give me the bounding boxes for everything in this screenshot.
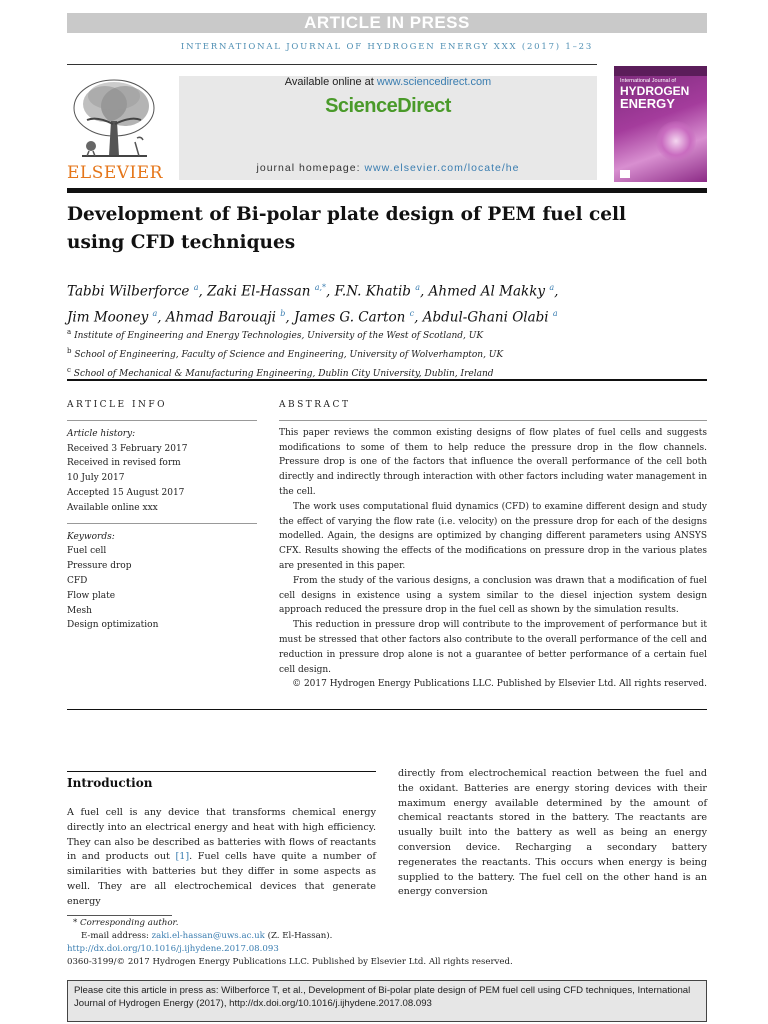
keyword-item: Flow plate bbox=[67, 590, 116, 601]
affiliation-mark: a bbox=[67, 328, 72, 336]
body-column-left bbox=[67, 806, 376, 910]
introduction-heading: Introduction bbox=[67, 776, 153, 790]
citation-box: Please cite this article in press as: Wilberforce T, et al., Development of Bi-polar plate design of PEM fuel cell using CFD techniques, International Journal of Hydrogen Energy (2017), http://dx.doi.org/10.1016/j.ijhydene.2017.08.093 bbox=[67, 980, 707, 1022]
affiliation-mark: b bbox=[67, 347, 72, 355]
corresponding-author-note: * Corresponding author. bbox=[73, 918, 179, 928]
keyword-item: Pressure drop bbox=[67, 561, 132, 572]
affiliations bbox=[67, 325, 707, 382]
body-text: A fuel cell is any device that transforms chemical energy directly into an electrical energy and heat with high efficiency. They can also be described as batteries with flows of reactants in and products out bbox=[67, 807, 376, 863]
abstract-paragraph: From the study of the various designs, a conclusion was drawn that a modification of fuel cell designs in existence using a system similar to the diesel injection system design approach reduced the pressure drop in the fuel cell as shown by the simulation results. bbox=[279, 575, 707, 616]
author-name: Zaki El-Hassan bbox=[207, 283, 311, 300]
body-paragraph: directly from electrochemical reaction between the fuel and the oxidant. Batteries are energy storing devices with their maximum energy available determined by the amount of chemical reactants stored in the battery. The reactants are usually built into the battery as well as being an energy conversion device. Recharging a secondary battery regenerates the reactants. This occurs when energy is being supplied to the battery. The fuel cell on the other hand is an energy conversion bbox=[398, 768, 707, 898]
doi-link[interactable]: http://dx.doi.org/10.1016/j.ijhydene.2017.08.093 bbox=[67, 944, 279, 954]
article-in-press-banner: ARTICLE IN PRESS bbox=[67, 13, 707, 33]
elsevier-wordmark: ELSEVIER bbox=[67, 163, 163, 183]
affiliation-item bbox=[67, 344, 707, 363]
email-note bbox=[67, 930, 707, 943]
author-name: Abdul-Ghani Olabi bbox=[422, 309, 549, 325]
journal-running-header: INTERNATIONAL JOURNAL OF HYDROGEN ENERGY XXX (2017) 1–23 bbox=[180, 42, 594, 52]
section-rule bbox=[67, 379, 707, 381]
author-name: James G. Carton bbox=[293, 309, 406, 325]
body-text: . Fuel cells have quite a number of similarities with batteries but they differ in some aspects as well. They are all electrochemical devices that generate energy bbox=[67, 851, 376, 907]
history-item: 10 July 2017 bbox=[67, 473, 125, 484]
history-item: Received in revised form bbox=[67, 458, 181, 469]
abstract-copyright: © 2017 Hydrogen Energy Publications LLC. Published by Elsevier Ltd. All rights reserved. bbox=[292, 679, 707, 690]
journal-homepage-line bbox=[179, 162, 597, 174]
journal-homepage-label: journal homepage: bbox=[256, 162, 365, 174]
email-link[interactable]: zaki.el-hassan@uws.ac.uk bbox=[151, 931, 265, 941]
masthead-rule bbox=[67, 188, 707, 193]
journal-homepage-link[interactable]: www.elsevier.com/locate/he bbox=[364, 162, 520, 174]
article-info bbox=[67, 398, 257, 633]
author-affil-mark[interactable]: a bbox=[152, 308, 158, 318]
author-name: Ahmed Al Makky bbox=[428, 283, 546, 300]
author-list: Tabbi Wilberforce $^a$, Zaki El-Hassan $^{a,*}$, F.N. Khatib $^a$, Ahmed Al Makky $^a$, Jim Mooney $^a$, Ahmad Barouaji $^b$, James G. Carton $^c$, Abdul-Ghani Olabi $^a$ bbox=[67, 283, 559, 325]
keyword-item: Mesh bbox=[67, 605, 92, 616]
header-rule bbox=[67, 64, 597, 65]
history-item: Available online xxx bbox=[67, 502, 158, 513]
author-name: F.N. Khatib bbox=[334, 283, 411, 300]
body-column-right bbox=[398, 767, 707, 900]
history-item: Received 3 February 2017 bbox=[67, 443, 188, 454]
author-affil-mark[interactable]: c bbox=[409, 308, 415, 318]
author-name: Jim Mooney bbox=[67, 309, 149, 325]
footnotes bbox=[67, 917, 707, 969]
author-affil-mark[interactable]: a bbox=[415, 283, 421, 292]
available-online-label: Available online at bbox=[284, 76, 377, 88]
divider bbox=[279, 420, 707, 421]
available-online-line bbox=[179, 76, 597, 88]
email-label: E-mail address: bbox=[81, 931, 152, 941]
elsevier-tree-logo bbox=[67, 76, 162, 162]
email-owner: (Z. El-Hassan). bbox=[264, 931, 333, 941]
abstract-heading: ABSTRACT bbox=[279, 400, 351, 410]
affiliation-text: Institute of Engineering and Energy Technologies, University of the West of Scotland, UK bbox=[74, 331, 484, 341]
keyword-item: CFD bbox=[67, 575, 88, 586]
keywords-label: Keywords: bbox=[67, 531, 115, 542]
abstract-paragraph: The work uses computational fluid dynamics (CFD) to examine different design and study the effect of varying the flow rate (i.e. velocity) on the pressure drop for each of the designs modelled. Again, the designs are optimized by changing different parameters using ANSYS CFX. Results showing the effects of the modifications on pressure drop in the various plates are presented in this paper. bbox=[279, 501, 707, 571]
author-affil-mark[interactable]: a bbox=[193, 283, 199, 292]
body-paragraph bbox=[67, 806, 376, 910]
article-info-heading: ARTICLE INFO bbox=[67, 400, 168, 410]
cover-line1: International Journal of bbox=[620, 78, 676, 84]
cover-top-strip bbox=[614, 66, 707, 76]
cover-line3: ENERGY bbox=[620, 96, 675, 111]
abstract-paragraph: This reduction in pressure drop will contribute to the improvement of performance but it must be stressed that other factors also contribute to the overall performance of the cell and reduction in pressure drop alone is not a guarantee of better performance of a certain fuel cell design. bbox=[279, 620, 707, 675]
author-name: Ahmad Barouaji bbox=[165, 309, 276, 325]
affiliation-text: School of Mechanical & Manufacturing Engineering, Dublin City University, Dublin, Ireland bbox=[73, 369, 494, 379]
cover-graphic bbox=[656, 121, 696, 161]
journal-cover-image[interactable] bbox=[614, 66, 707, 182]
sciencedirect-logo[interactable]: ScienceDirect bbox=[325, 95, 451, 117]
divider bbox=[67, 420, 257, 421]
introduction-rule bbox=[67, 771, 376, 772]
author-affil-mark[interactable]: a bbox=[552, 308, 558, 318]
abstract-paragraph: This paper reviews the common existing designs of flow plates of fuel cells and suggests modifications to some of them to help reduce the pressure drop in the flow channels. Pressure drop is one of the factors that influence the overall performance of the cell both directly and indirectly through interaction with other factors including water management in the cell. bbox=[279, 427, 707, 497]
reference-link[interactable]: [1] bbox=[175, 851, 190, 863]
history-item: Accepted 15 August 2017 bbox=[67, 487, 185, 498]
keyword-item: Fuel cell bbox=[67, 546, 107, 557]
issn-line: 0360-3199/© 2017 Hydrogen Energy Publications LLC. Published by Elsevier Ltd. All rights reserved. bbox=[67, 957, 513, 967]
divider bbox=[67, 523, 257, 524]
author-affil-mark[interactable]: a,* bbox=[314, 283, 327, 292]
cover-publisher-mark bbox=[620, 170, 630, 178]
affiliation-text: School of Engineering, Faculty of Science and Engineering, University of Wolverhampton, UK bbox=[74, 350, 504, 360]
article-history-label: Article history: bbox=[67, 428, 136, 439]
footnote-rule bbox=[67, 915, 172, 916]
abstract-bottom-rule bbox=[67, 709, 707, 710]
article-title: Development of Bi-polar plate design of PEM fuel cell using CFD techniques bbox=[67, 204, 627, 253]
author-affil-mark[interactable]: b bbox=[280, 308, 286, 318]
author-name: Tabbi Wilberforce bbox=[67, 283, 190, 300]
cover-line2: HYDROGEN bbox=[620, 84, 690, 98]
abstract bbox=[279, 398, 707, 692]
sciencedirect-link[interactable]: www.sciencedirect.com bbox=[376, 76, 492, 88]
author-affil-mark[interactable]: a bbox=[549, 283, 555, 292]
affiliation-item bbox=[67, 325, 707, 344]
affiliation-mark: c bbox=[67, 366, 71, 374]
keyword-item: Design optimization bbox=[67, 620, 159, 631]
